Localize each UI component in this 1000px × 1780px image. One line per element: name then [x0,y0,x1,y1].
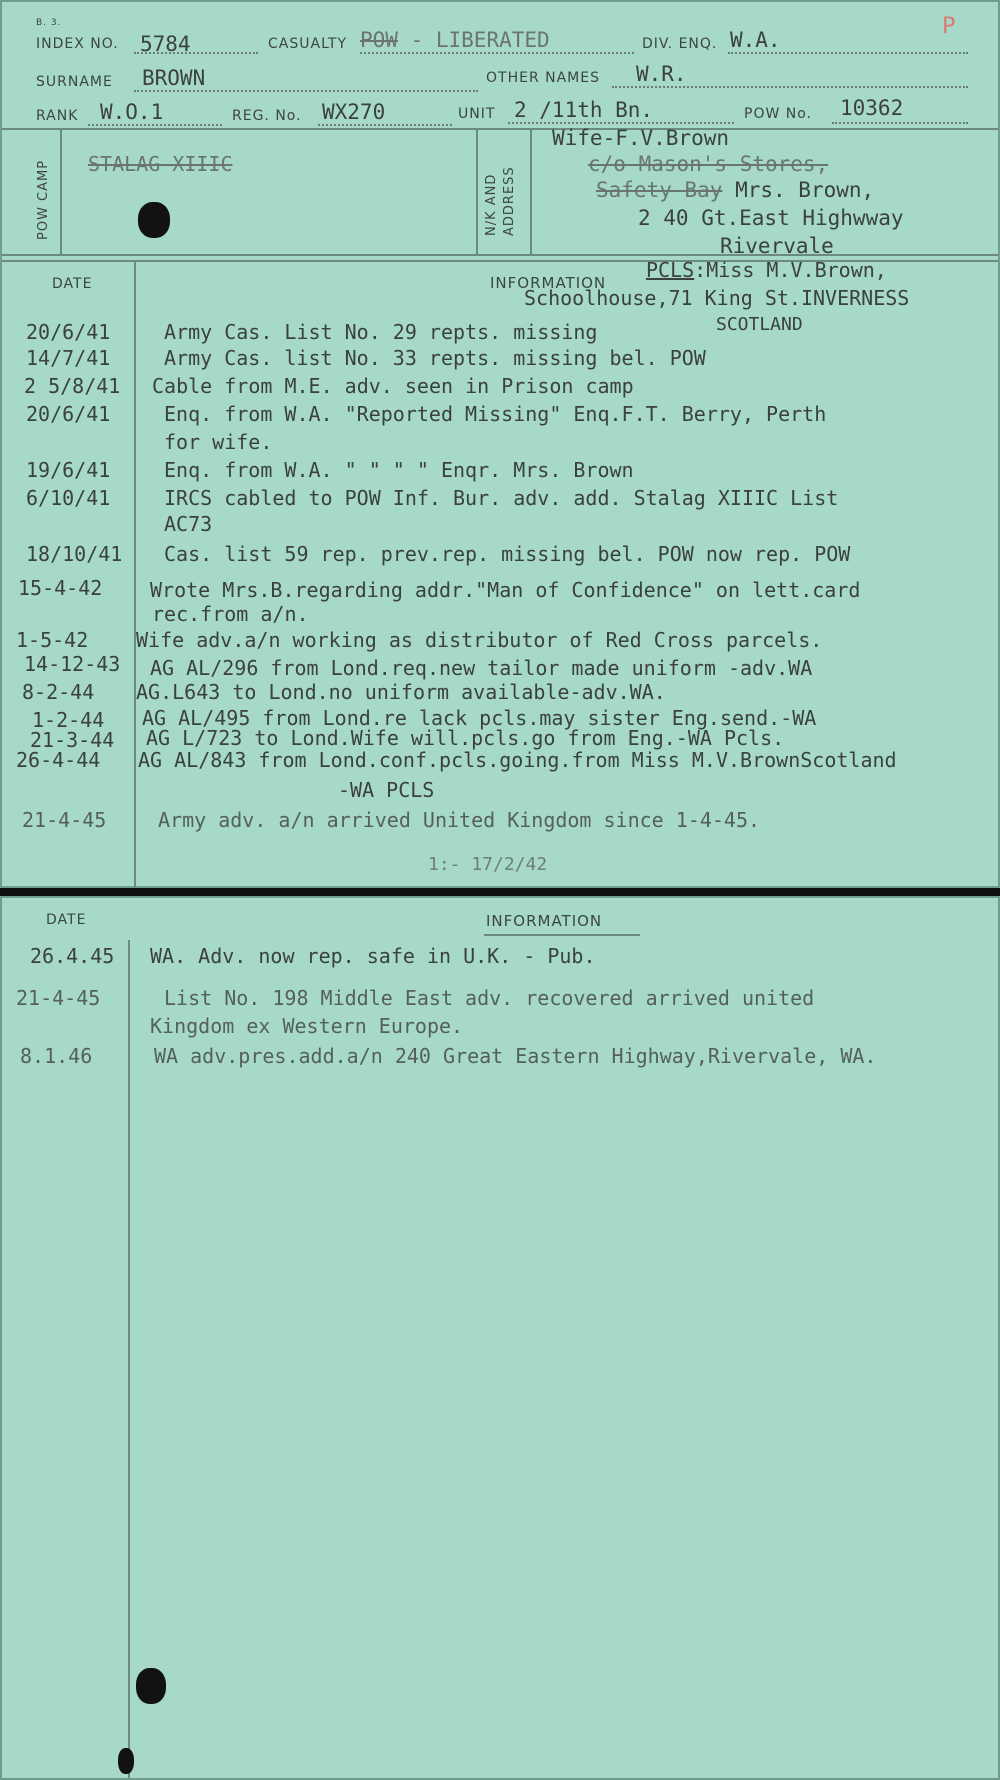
form-code: B. 3. [36,18,62,28]
back-info-underline [484,934,640,936]
other-names-value: W.R. [636,62,687,86]
casualty-struck-value: POW [360,28,398,52]
pow-no-label: POW No. [744,106,812,122]
pencil-note: 1:- 17/2/42 [428,854,548,875]
div-enq-value: W.A. [730,28,781,52]
address-label: ADDRESS [502,166,517,236]
unit-value: 2 /11th Bn. [514,98,654,122]
other-names-label: OTHER NAMES [486,70,600,86]
reg-no-label: REG. No. [232,108,302,124]
index-no-label: INDEX NO. [36,36,119,52]
pcls-line-2: Schoolhouse,71 King St.INVERNESS [524,286,910,310]
back-date-column-divider [128,940,130,1778]
address-line-3: Safety Bay Mrs. Brown, [596,178,875,202]
casualty-label: CASUALTY [268,36,348,52]
rank-label: RANK [36,108,79,124]
nk-and-label: N/K AND [484,173,499,236]
punch-hole [118,1748,134,1774]
pcls-line-1: PCLS:Miss M.V.Brown, [646,258,887,282]
date-header: DATE [52,276,93,292]
punch-hole [136,1668,166,1704]
back-date-header: DATE [46,912,87,928]
pow-no-value: 10362 [840,96,904,120]
address-line-1: Wife-F.V.Brown [552,126,730,150]
casualty-value: - LIBERATED [397,28,550,52]
information-header: INFORMATION [490,274,607,292]
surname-value: BROWN [142,66,206,90]
front-entries: 20/6/41 Army Cas. List No. 29 repts. missing 14/7/41 Army Cas. list No. 33 repts. missing bel. POW 2 5/8/41 Cable from M.E. adv. seen in Prison camp 20/6/41 Enq. from W.A. "Reported Missing" Enq.F.T. Berry, Perth for wife. 19/6/41 Enq. from W.A. " " " " Enqr. Mrs. Brown 6/10/41 IRCS cabled to POW Inf. Bur. adv. add. Stalag XIIIC List AC73 18/10/41 Cas. list 59 rep. prev.rep. missing bel. POW now rep. POW 15-4-42 Wrote Mrs.B.regarding addr."Man of Confidence" on lett.card rec.from a/n. 1-5-42 Wife adv.a/n working as distributor of Red Cross parcels. 14-12-43 AG AL/296 from Lond.req.new tailor made uniform -adv.WA 8-2-44 AG.L643 to Lond.no uniform available-adv.WA. 1-2-44 AG AL/495 from Lond.re lack pcls.may sister Eng.send.-WA 21-3-44 AG L/723 to Lond.Wife will.pcls.go from Eng.-WA Pcls. 26-4-44 AG AL/843 from Lond.conf.pcls.going.from Miss M.V.BrownScotland -WA PCLS 21-4-45 Army adv. a/n arrived United Kingdom since 1-4-45. [16,320,897,832]
index-card-front [0,0,1000,888]
rank-value: W.O.1 [100,100,164,124]
pow-camp-label: POW CAMP [36,159,51,240]
unit-label: UNIT [458,106,496,122]
surname-label: SURNAME [36,74,113,90]
pow-camp-value: STALAG XIIIC [88,152,233,176]
back-information-header: INFORMATION [486,912,603,930]
address-line-2: c/o Mason's Stores, [588,152,829,176]
pcls-line-3: SCOTLAND [716,314,803,335]
address-line-4: 2 40 Gt.East Highwway [638,206,904,230]
corner-mark: P [942,14,957,39]
index-card-back: DATE INFORMATION 26.4.45 WA. Adv. now rep. safe in U.K. - Pub. 21-4-45 List No. 198 Middle East adv. recovered arrived united Kingdom ex Western Europe. 8.1.46 WA adv.pres.add.a/n 240 Great Eastern Highway,Rivervale, WA. [0,896,1000,1780]
reg-no-value: WX270 [322,100,386,124]
div-enq-label: DIV. ENQ. [642,36,718,52]
index-no-value: 5784 [140,32,191,56]
address-line-5: Rivervale [720,234,834,254]
